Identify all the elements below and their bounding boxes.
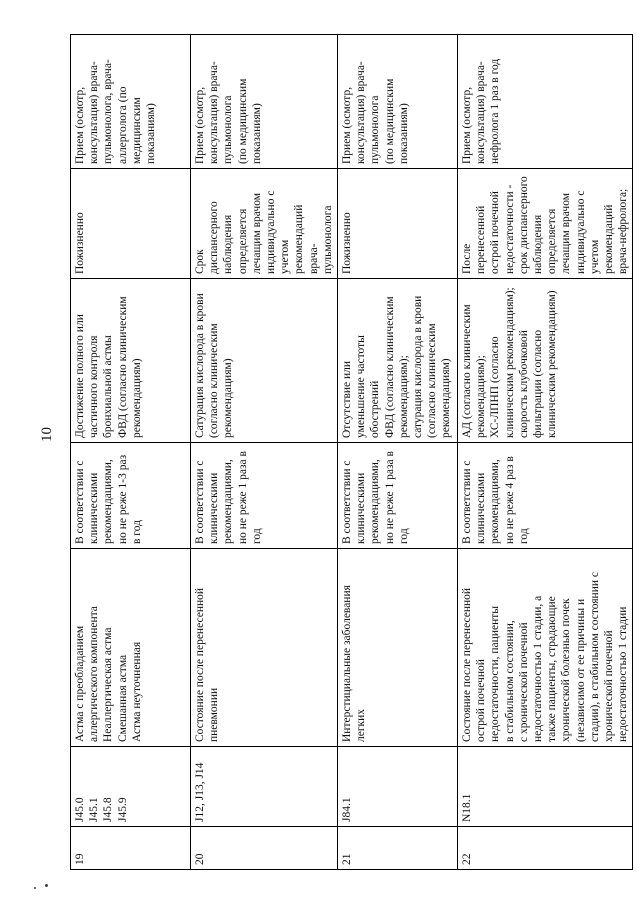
page-number: 10 — [39, 427, 55, 442]
disease-name: Состояние после перенесенной пневмонии — [191, 549, 338, 747]
icd-code: J84.1 — [338, 747, 458, 827]
specialist-consultation: Прием (осмотр, консультация) врача- пульмонолога (по медицинским показаниям) — [338, 35, 458, 169]
table-row — [191, 35, 338, 870]
specialist-consultation: Прием (осмотр, консультация) врача- нефролога 1 раз в год — [458, 35, 633, 169]
row-number: 19 — [71, 827, 191, 870]
dispensary-observation-table — [70, 34, 633, 870]
observation-duration: Пожизненно — [338, 169, 458, 279]
observation-frequency: В соответствии с клиническими рекомендациями, но не реже 1 раза в год — [338, 443, 458, 549]
disease-name: Состояние после перенесенной острой почечной недостаточности, пациенты в стабильном состоянии, с хронической почечной недостаточностью 1 стадии, а также пациенты, страдающие хронической болезнью почек (независимо от ее причины и стадии), в стабильном состоянии с хронической почечной недостаточностью 1 стадии — [458, 549, 633, 747]
scan-speck — [45, 884, 48, 887]
row-number: 20 — [191, 827, 338, 870]
control-indicators: АД (согласно клиническим рекомендациям); ХС-ЛПНП (согласно клиническим рекомендациям); скорость клубочковой фильтрации (согласно клиническим рекомендациям) — [458, 279, 633, 443]
control-indicators: Сатурация кислорода в крови (согласно клиническим рекомендациям) — [191, 279, 338, 443]
icd-code: N18.1 — [458, 747, 633, 827]
observation-duration: Срок диспансерного наблюдения определяется лечащим врачом индивидуально с учетом рекомендаций врача- пульмонолога — [191, 169, 338, 279]
observation-frequency: В соответствии с клиническими рекомендациями, но не реже 4 раз в год — [458, 443, 633, 549]
observation-frequency: В соответствии с клиническими рекомендациями, но не реже 1 раза в год — [191, 443, 338, 549]
control-indicators: Отсутствие или уменьшение частоты обострений ФВД (согласно клиническим рекомендациям); сатурация кислорода в крови (согласно клиническим рекомендациям) — [338, 279, 458, 443]
icd-code: J45.0 J45.1 J45.8 J45.9 — [71, 747, 191, 827]
observation-frequency: В соответствии с клиническими рекомендациями, но не реже 1-3 раз в год — [71, 443, 191, 549]
table-row — [338, 35, 458, 870]
disease-name: Астма с преобладанием аллергического компонента Неаллергическая астма Смешанная астма Астма неуточненная — [71, 549, 191, 747]
scan-speck — [34, 887, 36, 889]
disease-name: Интерстициальные заболевания легких — [338, 549, 458, 747]
row-number: 22 — [458, 827, 633, 870]
landscape-page — [70, 35, 630, 870]
row-number: 21 — [338, 827, 458, 870]
rotated-table-sheet — [70, 35, 630, 870]
table-row — [458, 35, 633, 870]
icd-code: J12, J13, J14 — [191, 747, 338, 827]
table-row — [71, 35, 191, 870]
specialist-consultation: Прием (осмотр, консультация) врача- пульмонолога, врача- аллерголога (по медицинским показаниям) — [71, 35, 191, 169]
specialist-consultation: Прием (осмотр, консультация) врача- пульмонолога (по медицинским показаниям) — [191, 35, 338, 169]
control-indicators: Достижение полного или частичного контроля бронхиальной астмы ФВД (согласно клиническим рекомендациям) — [71, 279, 191, 443]
observation-duration: Пожизненно — [71, 169, 191, 279]
observation-duration: После перенесенной острой почечной недостаточности - срок диспансерного наблюдения определяется лечащим врачом индивидуально с учетом рекомендаций врача-нефролога; — [458, 169, 633, 279]
